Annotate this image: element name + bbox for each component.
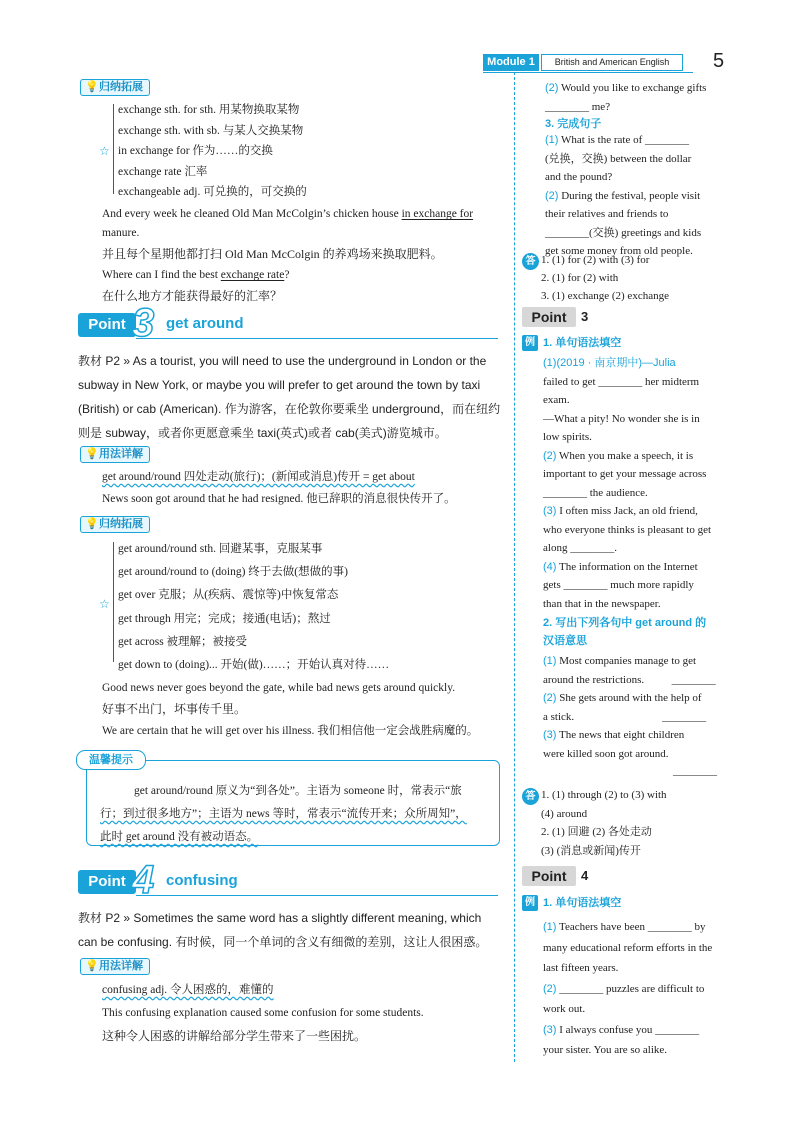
text-line: ________(交换) greetings and kids [545, 226, 702, 239]
text-line: along ________. [543, 542, 617, 554]
page-number: 5 [713, 50, 725, 72]
title-line: 汉语意思 [543, 635, 587, 647]
list-item: get over 克服；从(疾病、震惊等)中恢复常态 [118, 589, 339, 602]
text-line [543, 502, 725, 521]
example-badge: 例 [522, 335, 538, 351]
line-text: ________ puzzles are difficult to [556, 982, 705, 995]
tip-line-text: get around/round 原义为“到各处”。主语为 someone 时，常表示“旅 [134, 785, 462, 797]
tag-summary-1 [80, 79, 150, 96]
p4-questions [543, 917, 725, 1061]
point-number: 3 [132, 301, 155, 345]
example-text: ? [284, 269, 290, 281]
line-text: She gets around with the help of [556, 692, 702, 704]
answer-line: 2. (1) 回避 (2) 各处走动 [541, 826, 652, 838]
right-point-4-label: Point [522, 866, 576, 886]
conf-example: This confusing explanation caused some confusion for some students. [102, 1007, 424, 1019]
example-1-cn: 并且每个星期他都打扫 Old Man McColgin 的养鸡场来换取肥料。 [102, 247, 443, 261]
tag-label: 归纳拓展 [99, 81, 143, 93]
list-item: exchangeable adj. 可兑换的，可交换的 [118, 186, 307, 199]
p3-sec2-title [543, 614, 706, 650]
line-text: When you make a speech, it is [556, 449, 694, 462]
example-2 [102, 266, 289, 284]
point-word: get around [166, 315, 244, 332]
line-text: I always confuse you ________ [556, 1023, 700, 1036]
point-number: 4 [132, 858, 155, 902]
text-line: many educational reform efforts in the [543, 941, 713, 954]
item-number: (1) [543, 655, 557, 667]
text-line: work out. [543, 1003, 586, 1015]
item-number: (1) [543, 357, 557, 369]
right-top-block [545, 79, 725, 116]
underlined-phrase: exchange rate [220, 269, 285, 281]
source-line: 则是 subway，或者你更愿意乘坐 taxi(英式)或者 cab(美式)游览城市。 [78, 426, 447, 440]
tip-line [100, 780, 467, 803]
text-line [543, 652, 725, 671]
text-line: —What a pity! No wonder she is in [543, 412, 700, 425]
tag-label: 归纳拓展 [99, 518, 143, 530]
page-header [483, 54, 688, 72]
answer-badge: 答 [522, 253, 539, 270]
item-number: (1) [545, 134, 559, 146]
p3-questions-2 [543, 652, 725, 763]
text-line: who everyone thinks is pleasant to get [543, 523, 712, 536]
line-text: The information on the Internet [556, 560, 698, 573]
line-text: What is the rate of ________ [558, 134, 689, 146]
line-text: During the festival, people visit [558, 189, 701, 202]
point-4-header [78, 858, 498, 902]
tip-line-text: 行；到过很多地方”；主语为 news 等时，常表示“流传开来；众所周知”， [100, 808, 467, 820]
text-line: ________ the audience. [543, 486, 648, 499]
answer-badge: 答 [522, 788, 539, 805]
item-number: (2) [543, 982, 557, 995]
definition: confusing adj. 令人困惑的，难懂的 [102, 984, 274, 996]
definition: get around/round 四处走动(旅行)；(新闻或消息)传开 = get about [102, 471, 415, 483]
text-line: exam. [543, 394, 570, 406]
p4-sec1-title: 1. 单句语法填空 [543, 897, 622, 909]
list-item: get across 被理解；被接受 [118, 635, 248, 648]
text-line [543, 558, 725, 577]
text-line: were killed soon got around. [543, 747, 669, 760]
title-line: 2. 写出下列各句中 get around 的 [543, 617, 707, 629]
source-line: can be confusing. 有时候，同一个单词的含义有细微的差别，这让人很困惑。 [78, 935, 488, 949]
p3-last-blank: ________ [673, 765, 717, 777]
example-text: And every week he cleaned Old Man McColgin’s chicken house [102, 208, 402, 220]
text-line: important to get your message across [543, 468, 707, 480]
point-label: Point [78, 313, 136, 337]
line-text: I often miss Jack, an old friend, [556, 505, 698, 517]
list-item: get down to (doing)... 开始(做)……；开始认真对待…… [118, 659, 390, 672]
lightbulb-icon: 💡 [85, 448, 99, 460]
text-line: last fifteen years. [543, 962, 619, 974]
line-text: Teachers have been ________ by [556, 921, 706, 933]
tag-summary-2 [80, 516, 150, 533]
example-1 [102, 205, 473, 223]
text-line: their relatives and friends to [545, 208, 669, 220]
text-line [545, 131, 725, 150]
line-text: (2019 · 南京期中)—Julia [556, 357, 676, 369]
tag-label: 用法详解 [99, 448, 143, 460]
source-line: 教材 P2 » Sometimes the same word has a slightly different meaning, which [78, 911, 482, 925]
point-rule [136, 895, 498, 896]
star-icon: ☆ [99, 144, 110, 158]
text-line: around the restrictions. ________ [543, 673, 716, 686]
point-label: Point [78, 870, 136, 894]
point-rule [136, 338, 498, 339]
item-number: (3) [543, 729, 557, 741]
tip-line [100, 826, 467, 849]
p3-sec1-title: 1. 单句语法填空 [543, 337, 622, 349]
list-item: get through 用完；完成；接通(电话)；熬过 [118, 612, 331, 625]
example-1-cont: manure. [102, 227, 140, 239]
answer-block-1 [541, 251, 721, 305]
answer-line: (4) around [541, 807, 588, 820]
tip-line [100, 803, 467, 826]
item-number: (1) [543, 921, 557, 933]
answer-block-2 [541, 786, 721, 860]
point-word: confusing [166, 872, 238, 889]
item-number: (2) [545, 82, 559, 94]
item-number: (3) [543, 505, 557, 517]
conf-def [102, 981, 274, 999]
line-text: Most companies manage to get [556, 655, 697, 667]
p4-source [78, 906, 487, 954]
source-line: 教材 P2 » As a tourist, you will need to use the underground in London or the [78, 354, 487, 368]
ga-example-2: We are certain that he will get over his illness. 我们相信他一定会战胜病魔的。 [102, 725, 479, 737]
text-line [543, 917, 725, 938]
item-number: (3) [543, 1023, 557, 1036]
item-number: (2) [545, 189, 559, 202]
list-item: in exchange for 作为……的交换 [118, 145, 273, 158]
column-divider [514, 72, 515, 1062]
star-icon: ☆ [99, 597, 110, 611]
right-point-3-number: 3 [581, 309, 589, 324]
right-point-3-label: Point [522, 307, 576, 327]
bracket [113, 104, 114, 194]
text-line [543, 726, 725, 745]
text-line [543, 1020, 725, 1041]
text-line: and the pound? [545, 171, 613, 183]
around-list [118, 538, 389, 677]
underlined-phrase: in exchange for [401, 208, 474, 220]
answer-line: 1. (1) through (2) to (3) with [541, 789, 667, 801]
ga-example-1: Good news never goes beyond the gate, while bad news gets around quickly. [102, 682, 456, 694]
p3-questions [543, 354, 725, 613]
text-line [545, 98, 725, 117]
ga-example-1-cn: 好事不出门，坏事传千里。 [102, 702, 247, 716]
line-text: Would you like to exchange gifts [558, 82, 707, 94]
item-number: (2) [543, 692, 557, 704]
sec3-block [545, 131, 725, 261]
item-number: (2) [543, 449, 557, 462]
answer-line: (3) (消息或新闻)传开 [541, 844, 641, 857]
bracket [113, 542, 114, 662]
list-item: exchange sth. for sth. 用某物换取某物 [118, 104, 300, 116]
text-line [545, 187, 725, 206]
text-line [543, 354, 725, 373]
lightbulb-icon: 💡 [85, 960, 99, 972]
tag-usage-2 [80, 958, 150, 975]
exchange-list [118, 100, 307, 203]
lightbulb-icon: 💡 [85, 81, 99, 93]
example-text: Where can I find the best [102, 269, 221, 281]
tag-usage-1 [80, 446, 150, 463]
text-line [543, 689, 725, 708]
text-line: your sister. You are so alike. [543, 1044, 668, 1056]
text-line: than that in the newspaper. [543, 597, 661, 610]
usage-example: News soon got around that he had resigned. 他已辞职的消息很快传开了。 [102, 493, 456, 505]
example-2-cn: 在什么地方才能获得最好的汇率？ [102, 289, 283, 303]
list-item: get around/round sth. 回避某事，克服某事 [118, 543, 323, 555]
module-label: Module 1 [483, 54, 539, 71]
text-line: a stick. ________ [543, 710, 707, 723]
list-item: exchange sth. with sb. 与某人交换某物 [118, 124, 304, 137]
item-number: (4) [543, 560, 557, 573]
source-line: (British) or cab (American). 作为游客，在伦敦你要乘坐 underground，而在纽约 [78, 402, 501, 416]
list-item: get around/round to (doing) 终于去做(想做的事) [118, 566, 348, 579]
text-line [545, 79, 725, 98]
line-text: The news that eight children [556, 729, 685, 741]
list-item: exchange rate 汇率 [118, 165, 208, 178]
usage-def [102, 468, 415, 486]
point-3-header [78, 301, 498, 345]
example-badge: 例 [522, 895, 538, 911]
lightbulb-icon: 💡 [85, 518, 99, 530]
answer-line: 3. (1) exchange (2) exchange [541, 290, 669, 302]
text-line: low spirits. [543, 431, 592, 443]
sec3-title: 3. 完成句子 [545, 118, 602, 130]
tip-title: 温馨提示 [76, 750, 146, 770]
text-line [543, 979, 725, 1000]
text-line: failed to get ________ her midterm [543, 375, 700, 388]
tip-text [100, 780, 467, 849]
tag-label: 用法详解 [99, 960, 143, 972]
p3-source [78, 349, 500, 445]
source-line: subway in New York, or maybe you will prefer to get around the town by taxi [78, 378, 481, 392]
right-point-4-number: 4 [581, 868, 589, 883]
text-line: (兑换，交换) between the dollar [545, 152, 692, 165]
text-line: get some money from old people. [545, 245, 693, 257]
text-line [543, 447, 725, 466]
line-text: ________ me? [545, 100, 611, 113]
module-subtitle: British and American English [541, 54, 683, 71]
answer-line: 2. (1) for (2) with [541, 272, 619, 284]
answer-line: 1. (1) for (2) with (3) for [541, 254, 650, 266]
tip-line-text: 此时 get around 没有被动语态。 [100, 831, 259, 843]
conf-example-cn: 这种令人困惑的讲解给部分学生带来了一些困扰。 [102, 1029, 367, 1043]
text-line: gets ________ much more rapidly [543, 579, 694, 591]
